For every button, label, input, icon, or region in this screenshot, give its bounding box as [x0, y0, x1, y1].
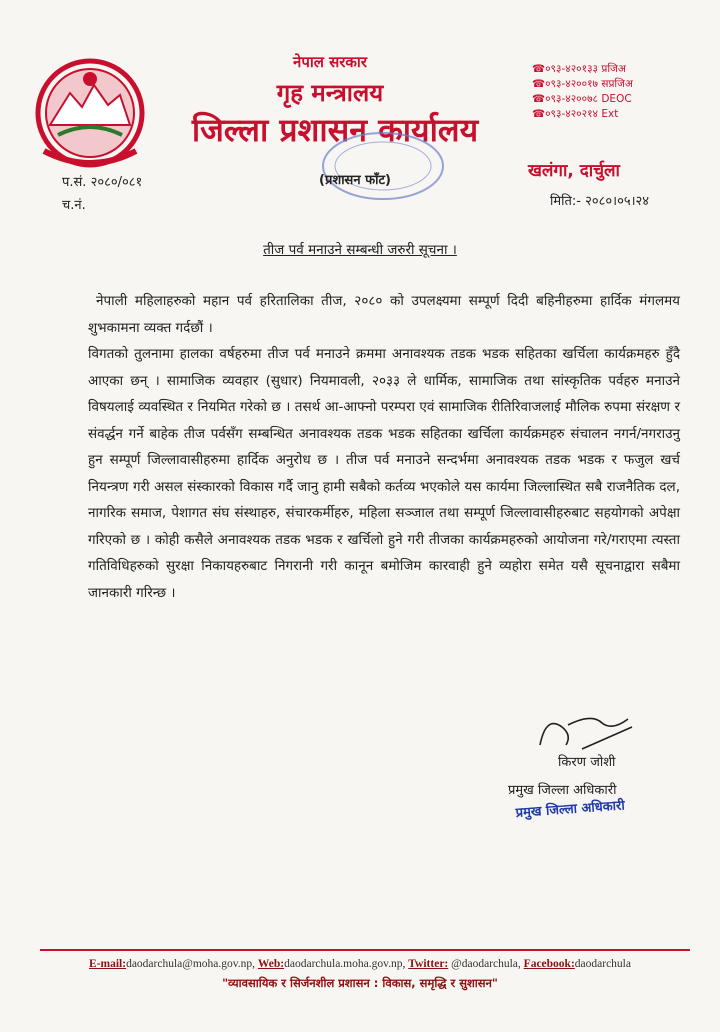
- letter-date: मिति:- २०८०।०५।२४: [550, 194, 650, 209]
- notice-body: [88, 288, 680, 606]
- email-link[interactable]: daodarchula@moha.gov.np,: [126, 958, 256, 970]
- phone-item: ☎०९३-४२०१३३ प्रजिअ: [532, 63, 626, 75]
- subject-text: तीज पर्व मनाउने सम्बन्धी जरुरी सूचना ।: [263, 242, 457, 258]
- signatory-stamp: प्रमुख जिल्ला अधिकारी: [515, 798, 626, 821]
- phone-item: ☎०९३-४२००७८ DEOC: [532, 93, 632, 105]
- footer-contact: [0, 958, 720, 970]
- facebook-label: Facebook:: [523, 958, 575, 970]
- twitter-label: Twitter:: [408, 958, 449, 970]
- body-paragraph: नेपाली महिलाहरुको महान पर्व हरितालिका तीज, २०८० को उपलक्ष्यमा सम्पूर्ण दिदी बहिनीहरुमा हार्दिक मंगलमय शुभकामना व्यक्त गर्दछौं ।: [88, 293, 680, 336]
- web-link[interactable]: daodarchula.moha.gov.np,: [284, 958, 406, 970]
- twitter-link[interactable]: @daodarchula,: [451, 958, 521, 970]
- signatory-title: प्रमुख जिल्ला अधिकारी: [508, 783, 617, 798]
- office-heading: जिल्ला प्रशासन कार्यालय: [191, 111, 479, 149]
- email-label: E-mail:: [89, 958, 127, 970]
- government-heading: नेपाल सरकार: [293, 53, 367, 71]
- notice-subject: [0, 240, 720, 258]
- dispatch-number: च.नं.: [62, 198, 86, 213]
- office-stamp: [318, 128, 448, 203]
- web-label: Web:: [257, 958, 285, 970]
- footer-divider: [40, 949, 690, 951]
- phone-list: [532, 62, 633, 122]
- phone-item: ☎०९३-४२००१७ सप्रजिअ: [532, 78, 633, 90]
- body-paragraph: विगतको तुलनामा हालका वर्षहरुमा तीज पर्व मनाउने क्रममा अनावश्यक तडक भडक सहितका खर्चिला कार्यक्रमहरु हुँदै आएका छन् । सामाजिक व्यवहार (सुधार) नियमावली, २०३३ ले धार्मिक, सामाजिक तथा सांस्कृतिक पर्वहरु मनाउने विषयलाई व्यवस्थित र नियमित गरेको छ । तसर्थ आ-आफ्नो परम्परा एवं सामाजिक रीतिरिवाजलाई मौलिक रुपमा संरक्षण र संवर्द्धन गर्ने बाहेक तीज पर्वसँग सम्बन्धित अनावश्यक तडक भडक सहितका खर्चिला कार्यक्रमहरु संचालन नगर्न/नगराउनु हुन सम्पूर्ण जिल्लावासीहरुमा हार्दिक अनुरोध छ । तीज पर्व मनाउने सन्दर्भमा अनावश्यक तडक भडक र फजुल खर्च नियन्त्रण गरी असल संस्कारको विकास गर्दै जानु हामी सबैको कर्तव्य भएकोले यस कार्यमा जिल्लास्थित सबै राजनैतिक दल, नागरिक समाज, पेशागत संघ संस्थाहरु, संचारकर्मीहरु, महिला सञ्जाल तथा सम्पूर्ण जिल्लावासीहरुबाट सहयोगको अपेक्षा गरिएको छ । कोही कसैले अनावश्यक तडक भडक र खर्चिलो हुने गरी तीजका कार्यक्रमहरुको आयोजना गरे/गराएमा त्यस्ता गतिविधिहरुको सुरक्षा निकायहरुबाट निगरानी गरी कानून बमोजिम कारवाही हुने व्यहोरा समेत यसै सूचनाद्वारा सबैमा जानकारी गरिन्छ ।: [88, 346, 680, 601]
- nepal-emblem-icon: [30, 55, 150, 170]
- facebook-link[interactable]: daodarchula: [574, 958, 631, 970]
- branch-label: (प्रशासन फाँट): [319, 173, 391, 188]
- office-location: खलंगा, दार्चुला: [528, 161, 620, 181]
- reference-number: प.सं. २०८०/०८१: [62, 175, 143, 190]
- footer-slogan: "व्यावसायिक र सिर्जनशील प्रशासन : विकास, समृद्धि र सुशासन": [222, 976, 498, 990]
- signatory-name: किरण जोशी: [558, 755, 616, 770]
- ministry-heading: गृह मन्त्रालय: [276, 79, 384, 107]
- phone-item: ☎०९३-४२०२१४ Ext: [532, 108, 619, 120]
